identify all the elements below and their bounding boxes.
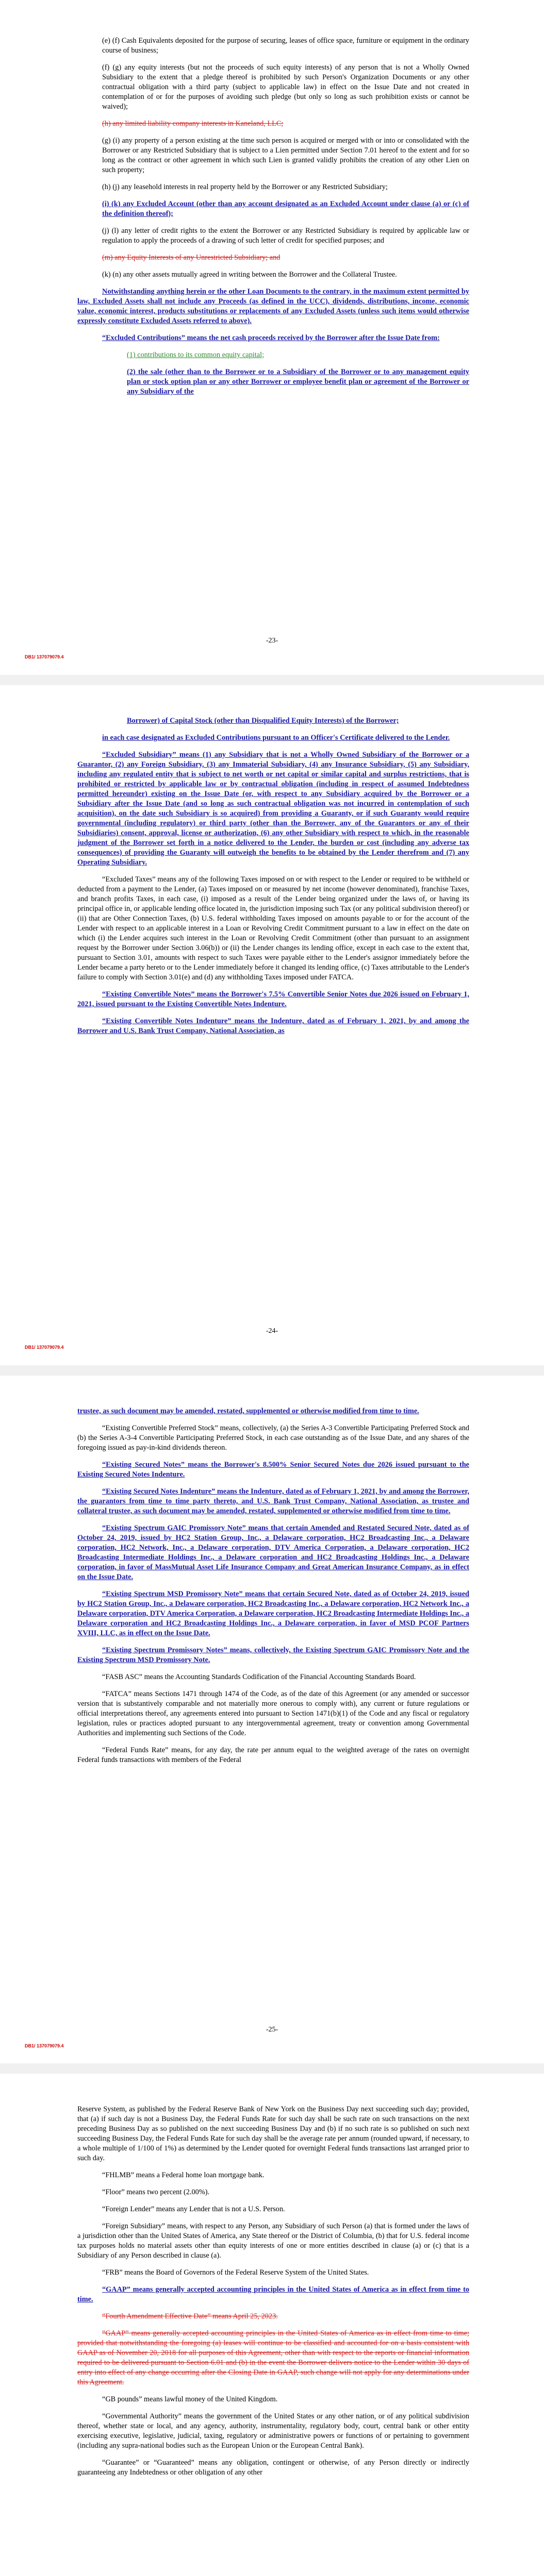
document-page-23: [0, 0, 544, 675]
paragraph: “FHLMB” means a Federal home loan mortgage bank.: [102, 2171, 265, 2179]
paragraph: “Fourth Amendment Effective Date” means April 25, 2023.: [102, 2312, 278, 2320]
paragraph: “Existing Convertible Notes Indenture” means the Indenture, dated as of February 1, 2021, by and among the Borrower and U.S. Bank Trust Company, National Association, as: [77, 1017, 469, 1035]
page-body: [77, 1406, 469, 1772]
paragraph: Borrower) of Capital Stock (other than Disqualified Equity Interests) of the Borrower;: [127, 717, 399, 725]
paragraph: (f) (g) any equity interests (but not the proceeds of such equity interests) of any person that is not a Wholly Owned Subsidiary to the extent that a pledge thereof is prohibited by such Person's Organization Documents or any other contractual obligation with a third party (subject to applicable law) in effect on the Issue Date and not created in contemplation of or for the purposes of avoiding such pledge (but only so long as such prohibition exists or cannot be waived);: [102, 63, 469, 111]
paragraph: (h) any limited liability company interests in Kaneland, LLC;: [102, 120, 284, 128]
paragraph: “Foreign Lender” means any Lender that is not a U.S. Person.: [102, 2205, 285, 2213]
paragraph: “Existing Secured Notes” means the Borrower's 8.500% Senior Secured Notes due 2026 issued pursuant to the Existing Secured Notes Indenture.: [77, 1461, 469, 1479]
paragraph: “Excluded Contributions” means the net cash proceeds received by the Borrower after the Issue Date from:: [102, 334, 440, 342]
paragraph: “Existing Spectrum GAIC Promissory Note” means that certain Amended and Restated Secured Note, dated as of October 24, 2019, issued by HC2 Station Group, Inc., a Delaware corporation, HC2 Broadcasting Inc., a Delaware corporation, HC2 Network, Inc., a Delaware corporation, DTV America Corporation, a Delaware corporation, HC2 Broadcasting Intermediate Holdings Inc., a Delaware corporation and HC2 Broadcasting Holdings Inc., a Delaware corporation, in favor of MassMutual Asset Life Insurance Company and Great American Insurance Company, as in effect on the Issue Date.: [77, 1524, 469, 1581]
paragraph: “GB pounds” means lawful money of the United Kingdom.: [102, 2395, 278, 2403]
paragraph: (j) (l) any letter of credit rights to the extent the Borrower or any Restricted Subsidiary is required by applicable law or regulation to apply the proceeds of a drawing of such letter of credit for specified purposes; and: [102, 227, 469, 245]
paragraph: “Excluded Taxes” means any of the following Taxes imposed on or with respect to the Lender or required to be withheld or deducted from a payment to the Lender, (a) Taxes imposed on or measured by net income (however denominated), franchise Taxes, and branch profits Taxes, in each case, (i) imposed as a result of the Lender being organized under the laws of, or having its principal office in, or applicable lending office located in, the jurisdiction imposing such Tax (or any political subdivision thereof) or (ii) that are Other Connection Taxes, (b) U.S. federal withholding Taxes imposed on amounts payable to or for the account of the Lender with respect to an applicable interest in a Loan or Revolving Credit Commitment pursuant to a law in effect on the date on which (i) the Lender acquires such interest in the Loan or Revolving Credit Commitment (other than pursuant to an assignment request by the Borrower under Section 3.06(b)) or (ii) the Lender changes its lending office, except in each case to the extent that, pursuant to Section 3.01, amounts with respect to such Taxes were payable either to the Lender's assignor immediately before the Lender became a party hereto or to the Lender immediately before it changed its lending office, (c) Taxes attributable to the Lender's failure to comply with Section 3.01(e) and (d) any withholding Taxes imposed under FATCA.: [77, 875, 469, 981]
paragraph: (k) (n) any other assets mutually agreed in writing between the Borrower and the Collateral Trustee.: [102, 270, 397, 279]
page-number: -24-: [266, 1327, 278, 1335]
paragraph: trustee, as such document may be amended, restated, supplemented or otherwise modified from time to time.: [77, 1407, 419, 1415]
paragraph: “Foreign Subsidiary” means, with respect to any Person, any Subsidiary of such Person (a) that is formed under the laws of a jurisdiction other than the United States of America, any State thereof or the District of Columbia, (b) that for U.S. federal income tax purposes holds no material assets other than equity interests of one or more entities described in clause (a) or (c) that is a Subsidiary of any Person described in clause (a).: [77, 2222, 469, 2260]
document-page-24: [0, 685, 544, 1365]
paragraph: “Existing Convertible Preferred Stock” means, collectively, (a) the Series A-3 Convertible Participating Preferred Stock and (b) the Series A-3-4 Convertible Participating Preferred Stock, in each case outstanding as of the Issue Date, and any shares of the foregoing issued as pay-in-kind dividends thereon.: [77, 1424, 469, 1452]
paragraph: “Existing Convertible Notes” means the Borrower's 7.5% Convertible Senior Notes due 2026 issued on February 1, 2021, issued pursuant to the Existing Convertible Notes Indenture.: [77, 990, 469, 1008]
paragraph: “Governmental Authority” means the government of the United States or any other nation, or of any political subdivision thereof, whether state or local, and any agency, authority, instrumentality, regulatory body, court, central bank or other entity exercising executive, legislative, judicial, taxing, regulatory or administrative powers or functions of or pertaining to government (including any supra-national bodies such as the European Union or the European Central Bank).: [77, 2412, 469, 2450]
paragraph: (h) (j) any leasehold interests in real property held by the Borrower or any Restricted Subsidiary;: [102, 183, 388, 191]
paragraph: (i) (k) any Excluded Account (other than any account designated as an Excluded Account under clause (a) or (c) of the definition thereof);: [102, 200, 469, 218]
page-body: [77, 36, 469, 404]
document-page-25: [0, 1376, 544, 2063]
paragraph: (m) any Equity Interests of any Unrestricted Subsidiary; and: [102, 253, 281, 262]
paragraph: “Existing Spectrum MSD Promissory Note” means that certain Secured Note, dated as of October 24, 2019, issued by HC2 Station Group, Inc., a Delaware corporation, HC2 Broadcasting Inc., a Delaware corporation, HC2 Network Inc., a Delaware corporation, DTV America Corporation, a Delaware corporation, HC2 Broadcasting Intermediate Holdings Inc., a Delaware corporation and HC2 Broadcasting Holdings Inc., a Delaware corporation, in favor of MSD PCOF Partners XVIII, LLC, as in effect on the Issue Date.: [77, 1590, 469, 1637]
document-id: DB1/ 137079079.4: [25, 1345, 64, 1350]
paragraph: “Excluded Subsidiary” means (1) any Subsidiary that is not a Wholly Owned Subsidiary of the Borrower or a Guarantor, (2) any Foreign Subsidiary, (3) any Immaterial Subsidiary, (4) any Insurance Subsidiary, (5) any Subsidiary, including any regulated entity that is subject to net worth or net capital or similar capital and surplus restrictions, that is prohibited or restricted by applicable law or by contractual obligation (including in respect of assumed Indebtedness permitted hereunder) existing on the Issue Date (or, with respect to any Subsidiary acquired by the Borrower or a Subsidiary after the Issue Date (and so long as such contractual obligation was not incurred in contemplation of such acquisition), on the date such Subsidiary is so acquired) from providing a Guaranty, or if such Guaranty would require governmental (including regulatory) or third party (other than the Borrower, any of the Guarantors or any of their Subsidiaries) consent, approval, license or authorization, (6) any other Subsidiary with respect to which, in the reasonable judgment of the Borrower set forth in a notice delivered to the Lender, the burden or cost (including any adverse tax consequences) of providing the Guaranty will outweigh the benefits to be obtained by the Lender therefrom and (7) any Operating Subsidiary.: [77, 751, 469, 867]
paragraph: “Existing Secured Notes Indenture” means the Indenture, dated as of February 1, 2021, by and among the Borrower, the guarantors from time to time party thereto, and U.S. Bank Trust Company, National Association, as trustee and collateral trustee, as such document may be amended, restated, supplemented or otherwise modified from time to time.: [77, 1487, 469, 1515]
paragraph: Notwithstanding anything herein or the other Loan Documents to the contrary, in the maximum extent permitted by law, Excluded Assets shall not include any Proceeds (as defined in the UCC), dividends, distributions, income, economic value, economic interest, products substitutions or replacements of any Excluded Assets (unless such items would otherwise expressly constitute Excluded Assets referred to above).: [77, 287, 469, 325]
document-id: DB1/ 137079079.4: [25, 2043, 64, 2048]
paragraph: Reserve System, as published by the Federal Reserve Bank of New York on the Business Day next succeeding such day; provided, that (a) if such day is not a Business Day, the Federal Funds Rate for such day shall be such rate on such transactions on the next preceding Business Day as so published on the next succeeding Business Day and (b) if no such rate is so published on such next succeeding Business Day, the Federal Funds Rate for such day shall be the average rate per annum (rounded upward, if necessary, to a whole multiple of 1/100 of 1%) as determined by the Lender quoted for overnight Federal funds transactions last arranged prior to such day.: [77, 2105, 469, 2162]
page-body: [77, 2105, 469, 2485]
paragraph: in each case designated as Excluded Contributions pursuant to an Officer's Certificate delivered to the Lender.: [102, 734, 450, 742]
paragraph: “Federal Funds Rate” means, for any day, the rate per annum equal to the weighted average of the rates on overnight Federal funds transactions with members of the Federal: [77, 1746, 469, 1764]
paragraph: “Floor” means two percent (2.00%).: [102, 2188, 210, 2196]
document-page-26: [0, 2074, 544, 2576]
page-number: -23-: [266, 637, 278, 645]
paragraph: “GAAP” means generally accepted accounting principles in the United States of America as in effect from time to time; provided that notwithstanding the foregoing (a) leases will continue to be classified and accounted for on a basis consistent with GAAP as of November 20, 2018 for all purposes of this Agreement, other than with respect to the reports or financial information required to be delivered pursuant to Section 6.01 and (b) in the event the Borrower delivers notice to the Lender within 30 days of entry into effect of any change occurring after the Closing Date in GAAP, such change will not apply for any determinations under this Agreement.: [77, 2329, 469, 2386]
page-number: -25-: [266, 2026, 278, 2033]
paragraph: (e) (f) Cash Equivalents deposited for the purpose of securing, leases of office space, furniture or equipment in the ordinary course of business;: [102, 37, 469, 55]
paragraph: (g) (i) any property of a person existing at the time such person is acquired or merged with or into or consolidated with the Borrower or any Restricted Subsidiary that is subject to a Lien permitted under Section 7.01 hereof to the extent and for so long as the contract or other agreement in which such Lien is granted validly prohibits the creation of any other Lien on such property;: [102, 137, 469, 174]
paragraph: (2) the sale (other than to the Borrower or to a Subsidiary of the Borrower or to any management equity plan or stock option plan or any other Borrower or employee benefit plan or agreement of the Borrower or any Subsidiary of the: [127, 368, 469, 396]
document-id: DB1/ 137079079.4: [25, 654, 64, 659]
paragraph: “FRB” means the Board of Governors of the Federal Reserve System of the United States.: [102, 2268, 369, 2277]
paragraph: “FASB ASC” means the Accounting Standards Codification of the Financial Accounting Standards Board.: [102, 1673, 416, 1681]
paragraph: “GAAP” means generally accepted accounting principles in the United States of America as in effect from time to time.: [77, 2285, 469, 2303]
paragraph: “Guarantee” or “Guaranteed” means any obligation, contingent or otherwise, of any Person directly or indirectly guaranteeing any Indebtedness or other obligation of any other: [77, 2459, 469, 2477]
paragraph: “FATCA” means Sections 1471 through 1474 of the Code, as of the date of this Agreement (or any amended or successor version that is substantively comparable and not materially more onerous to comply with), any current or future regulations or official interpretations thereof, any agreements entered into pursuant to Section 1471(b)(1) of the Code and any fiscal or regulatory legislation, rules or practices adopted pursuant to any intergovernmental agreement, treaty or convention among Governmental Authorities and implementing such Sections of the Code.: [77, 1690, 469, 1737]
page-body: [77, 716, 469, 1043]
paragraph: “Existing Spectrum Promissory Notes” means, collectively, the Existing Spectrum GAIC Promissory Note and the Existing Spectrum MSD Promissory Note.: [77, 1646, 469, 1664]
paragraph: (1) contributions to its common equity capital;: [127, 351, 265, 359]
